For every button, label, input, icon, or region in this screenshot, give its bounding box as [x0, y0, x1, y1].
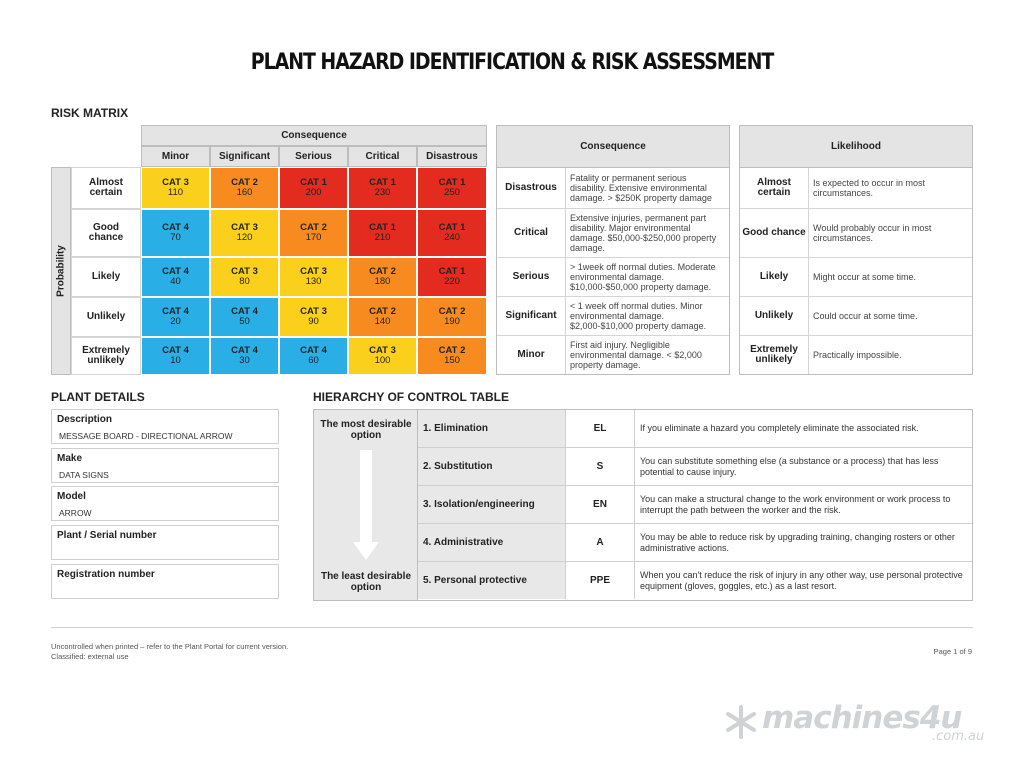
risk-cell-category: CAT 4 [162, 222, 189, 234]
field-value: MESSAGE BOARD - DIRECTIONAL ARROW [59, 431, 233, 441]
risk-cell-score: 100 [374, 355, 391, 366]
risk-cell-score: 60 [308, 355, 319, 366]
risk-cell [417, 257, 487, 297]
risk-cell-category: CAT 1 [369, 177, 396, 189]
control-name: 2. Substitution [418, 448, 566, 485]
field-label: Registration number [57, 569, 155, 580]
likelihood-description: Would probably occur in most circumstances. [809, 209, 972, 258]
risk-cell [210, 209, 279, 257]
control-code: EL [566, 410, 635, 447]
risk-cell [210, 167, 279, 209]
consequence-header: Consequence [141, 125, 487, 146]
risk-cell-score: 70 [170, 232, 181, 243]
risk-cell-score: 190 [444, 316, 460, 327]
consequence-description: Extensive injuries, permanent part disability. Major environmental damage. $50,000-$250,000 property damage. [566, 209, 729, 258]
risk-cell [141, 337, 210, 375]
risk-cell-score: 160 [236, 187, 253, 198]
risk-cell-category: CAT 3 [231, 222, 258, 234]
consequence-label: Significant [497, 297, 566, 336]
risk-cell-category: CAT 1 [438, 177, 466, 189]
column-header-serious: Serious [279, 146, 348, 167]
risk-cell [279, 167, 348, 209]
risk-cell-category: CAT 2 [438, 345, 466, 357]
plant-details-heading: PLANT DETAILS [51, 390, 145, 404]
control-code: A [566, 524, 635, 561]
likelihood-label: Unlikely [740, 297, 809, 336]
hierarchy-row [418, 410, 972, 448]
hierarchy-table [313, 409, 973, 601]
risk-cell-score: 170 [305, 232, 322, 243]
risk-cell-category: CAT 4 [162, 266, 189, 278]
risk-cell-score: 230 [374, 187, 391, 198]
hierarchy-heading: HIERARCHY OF CONTROL TABLE [313, 390, 510, 404]
likelihood-description: Might occur at some time. [809, 258, 972, 297]
risk-cell [279, 257, 348, 297]
consequence-description: < 1 week off normal duties. Minor environmental damage. $2,000-$10,000 property damage. [566, 297, 729, 336]
risk-cell-score: 200 [305, 187, 322, 198]
control-description: You may be able to reduce risk by upgrading training, changing rosters or other administrative actions. [640, 532, 955, 553]
risk-cell [141, 257, 210, 297]
column-header-significant: Significant [210, 146, 279, 167]
risk-cell [348, 297, 417, 337]
likelihood-table-header: Likelihood [740, 126, 972, 168]
risk-cell-category: CAT 2 [438, 306, 466, 318]
row-header-unlikely: Unlikely [71, 297, 141, 337]
likelihood-label: Good chance [740, 209, 809, 258]
control-description: You can make a structural change to the work environment or work process to interrupt the path between the worker and the risk. [640, 494, 951, 515]
risk-cell [141, 297, 210, 337]
row-header-likely: Likely [71, 257, 141, 297]
consequence-table [496, 125, 730, 375]
field-label: Model [57, 491, 86, 502]
consequence-description: Fatality or permanent serious disability. Extensive environmental damage. > $250K property damage [566, 168, 729, 209]
column-header-minor: Minor [141, 146, 210, 167]
risk-cell [348, 209, 417, 257]
field-label: Make [57, 453, 83, 464]
risk-cell-score: 250 [444, 187, 460, 198]
row-header-good-chance: Good chance [71, 209, 141, 257]
hierarchy-row [418, 448, 972, 486]
risk-cell-score: 110 [167, 187, 184, 198]
risk-cell-score: 210 [374, 232, 391, 243]
make-field[interactable] [51, 448, 279, 483]
consequence-description: > 1week off normal duties. Moderate environmental damage. $10,000-$50,000 property damage. [566, 258, 729, 297]
hierarchy-row [418, 524, 972, 562]
risk-cell [348, 257, 417, 297]
risk-cell [348, 167, 417, 209]
risk-cell-category: CAT 1 [369, 222, 396, 234]
likelihood-label: Extremely unlikely [740, 336, 809, 374]
risk-cell-score: 180 [374, 276, 391, 287]
row-header-extremely-unlikely: Extremely unlikely [71, 337, 141, 375]
risk-cell-score: 150 [444, 355, 460, 366]
risk-cell [210, 297, 279, 337]
consequence-table-header: Consequence [497, 126, 729, 168]
risk-cell-score: 140 [374, 316, 391, 327]
risk-cell-category: CAT 2 [300, 222, 327, 234]
control-name: 5. Personal protective [418, 562, 566, 599]
snowflake-logo-icon [724, 704, 758, 740]
risk-cell-category: CAT 3 [369, 345, 396, 357]
risk-cell-score: 220 [444, 276, 460, 287]
risk-matrix-heading: RISK MATRIX [51, 106, 129, 120]
model-field[interactable] [51, 486, 279, 521]
probability-axis [51, 167, 71, 375]
risk-cell-category: CAT 4 [231, 345, 258, 357]
risk-cell [210, 337, 279, 375]
risk-cell-category: CAT 4 [162, 306, 189, 318]
risk-cell-category: CAT 4 [300, 345, 327, 357]
description-field[interactable] [51, 409, 279, 444]
page-number: Page 1 of 9 [933, 647, 972, 656]
risk-cell-score: 120 [236, 232, 253, 243]
column-header-critical: Critical [348, 146, 417, 167]
registration-number-field[interactable] [51, 564, 279, 599]
likelihood-label: Likely [740, 258, 809, 297]
consequence-label: Disastrous [497, 168, 566, 209]
risk-cell-score: 30 [239, 355, 250, 366]
risk-cell-score: 90 [308, 316, 319, 327]
risk-cell-score: 240 [444, 232, 460, 243]
field-value: ARROW [59, 508, 92, 518]
risk-cell-score: 10 [170, 355, 181, 366]
risk-cell-score: 130 [305, 276, 322, 287]
consequence-label: Critical [497, 209, 566, 258]
control-name: 3. Isolation/engineering [418, 486, 566, 523]
risk-cell [417, 337, 487, 375]
risk-cell [279, 337, 348, 375]
consequence-description: First aid injury. Negligible environmental damage. < $2,000 property damage. [570, 339, 702, 371]
risk-cell [279, 209, 348, 257]
control-description: When you can't reduce the risk of injury in any other way, use personal protective equipment (gloves, goggles, etc.) as a last resort. [640, 570, 963, 591]
risk-cell-category: CAT 3 [300, 306, 327, 318]
control-name: 4. Administrative [418, 524, 566, 561]
desirability-column [314, 410, 418, 600]
risk-cell-category: CAT 3 [231, 266, 258, 278]
risk-cell [348, 337, 417, 375]
risk-cell-category: CAT 1 [438, 266, 466, 278]
down-arrow-icon [352, 450, 380, 562]
risk-cell [141, 167, 210, 209]
control-code: S [566, 448, 635, 485]
risk-cell-category: CAT 2 [231, 177, 258, 189]
likelihood-label: Almost certain [740, 168, 809, 209]
field-label: Description [57, 414, 113, 425]
risk-cell [417, 209, 487, 257]
control-description: You can substitute something else (a substance or a process) that has less potential to cause injury. [640, 456, 939, 477]
consequence-label: Minor [497, 336, 566, 374]
risk-cell-category: CAT 2 [369, 306, 396, 318]
risk-cell [210, 257, 279, 297]
likelihood-description: Is expected to occur in most circumstances. [809, 168, 972, 209]
risk-matrix [51, 125, 487, 375]
control-code: PPE [566, 562, 635, 599]
likelihood-table [739, 125, 973, 375]
machines4u-watermark [724, 700, 994, 744]
control-description: If you eliminate a hazard you completely eliminate the associated risk. [640, 423, 919, 434]
risk-cell-category: CAT 2 [369, 266, 396, 278]
field-label: Plant / Serial number [57, 530, 157, 541]
row-header-almost-certain: Almost certain [71, 167, 141, 209]
page-title: PLANT HAZARD IDENTIFICATION & RISK ASSESSMENT [250, 50, 774, 75]
hierarchy-row [418, 562, 972, 600]
serial-number-field[interactable] [51, 525, 279, 560]
risk-cell-score: 50 [239, 316, 250, 327]
watermark-brand: machines4u [762, 700, 962, 736]
probability-label: Probability [55, 245, 67, 297]
footer-divider [51, 627, 973, 628]
risk-cell-category: CAT 1 [300, 177, 327, 189]
control-name: 1. Elimination [418, 410, 566, 447]
column-header-disastrous: Disastrous [417, 146, 487, 167]
consequence-label: Serious [497, 258, 566, 297]
likelihood-description: Could occur at some time. [809, 297, 972, 336]
risk-cell [417, 297, 487, 337]
risk-cell-score: 80 [239, 276, 250, 287]
risk-cell-category: CAT 3 [300, 266, 327, 278]
risk-cell [141, 209, 210, 257]
risk-cell-score: 40 [170, 276, 181, 287]
footer-line-uncontrolled: Uncontrolled when printed – refer to the Plant Portal for current version. [51, 642, 289, 651]
hierarchy-row [418, 486, 972, 524]
risk-cell [279, 297, 348, 337]
risk-cell-category: CAT 4 [231, 306, 258, 318]
risk-cell [417, 167, 487, 209]
field-value: DATA SIGNS [59, 470, 109, 480]
control-code: EN [566, 486, 635, 523]
risk-cell-category: CAT 3 [162, 177, 189, 189]
risk-cell-category: CAT 1 [438, 222, 466, 234]
risk-cell-category: CAT 4 [162, 345, 189, 357]
footer-line-classified: Classified: external use [51, 652, 129, 662]
risk-cell-score: 20 [170, 316, 181, 327]
least-desirable-label: The least desirable option [320, 571, 412, 593]
footer-note [51, 642, 288, 662]
most-desirable-label: The most desirable option [320, 419, 412, 441]
watermark-domain: .com.au [932, 729, 985, 744]
likelihood-description: Practically impossible. [813, 349, 902, 360]
